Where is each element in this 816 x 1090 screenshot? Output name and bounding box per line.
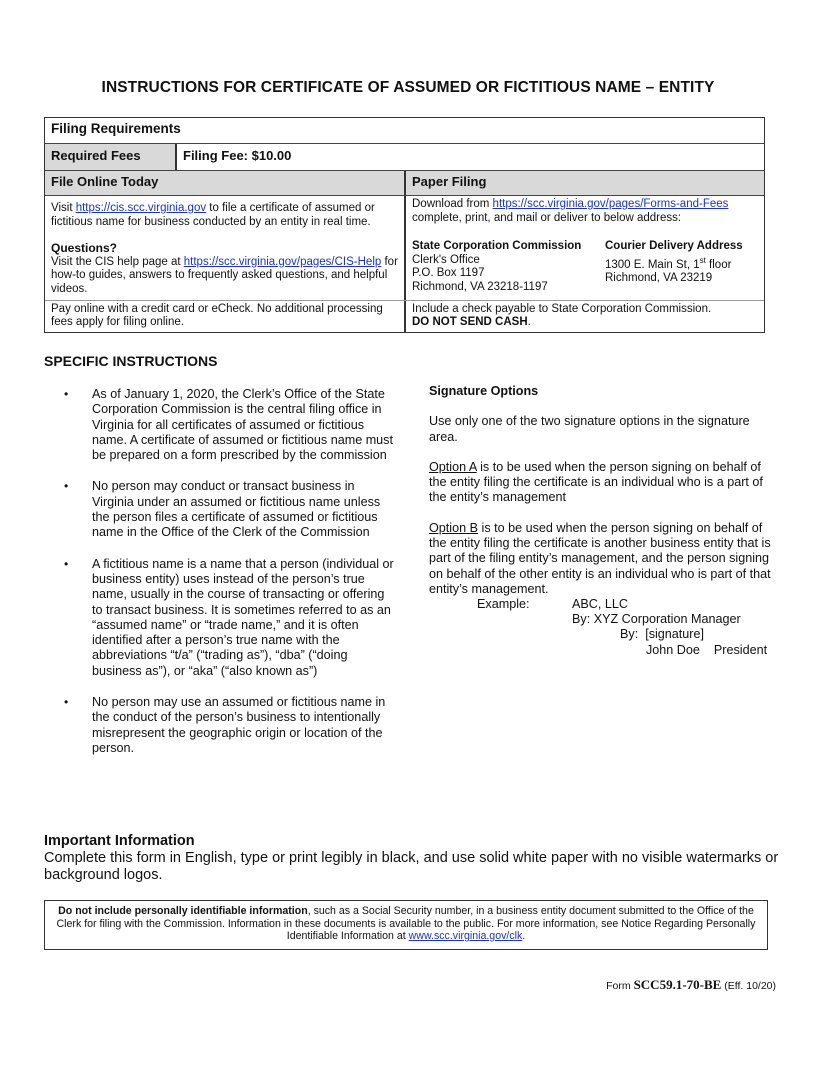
important-information-text: Complete this form in English, type or print legibly in black, and use solid white paper with no visible watermarks or background logos.: [44, 850, 779, 883]
form-number: SCC59.1-70-BE: [633, 977, 722, 992]
paper-payment-text: [406, 301, 764, 332]
courier-address-line: Richmond, VA 23219: [605, 271, 713, 284]
signature-options: [429, 384, 779, 659]
cis-help-link[interactable]: https://scc.virginia.gov/pages/CIS-Help: [183, 255, 382, 268]
file-online-details: [45, 196, 406, 300]
option-a-label: Option A: [429, 459, 477, 474]
pii-text: , such as a Social Security number, in a business entity document submitted to the Office of the Clerk for filing with the Commission. Information in these documents is available to the public. For more information, see Notice Regarding Personally Identifiable Information at: [56, 905, 756, 942]
period: .: [522, 930, 526, 942]
filing-requirements-heading: Filing Requirements: [45, 118, 764, 143]
online-visit-text: [51, 202, 398, 229]
check-payable-text: Include a check payable to State Corporation Commission.: [412, 303, 712, 315]
example-line: John Doe President: [646, 643, 768, 658]
bullet-icon: •: [64, 479, 69, 494]
pii-warning: Do not include personally identifiable information: [58, 905, 308, 917]
filing-requirements-table: [44, 117, 765, 333]
option-b-text: [429, 521, 779, 597]
help-suffix: for how-to guides, answers to frequently asked questions, and helpful videos.: [51, 255, 398, 295]
help-prefix: Visit the CIS help page at: [51, 255, 184, 268]
example-line: By: [signature]: [620, 627, 704, 642]
list-item: [64, 387, 394, 463]
forms-and-fees-link[interactable]: https://scc.virginia.gov/pages/Forms-and-Fees: [492, 198, 729, 210]
signature-example: [429, 597, 779, 659]
mailing-address-line: Richmond, VA 23218-1197: [412, 280, 548, 293]
important-information: [44, 833, 784, 884]
filing-methods-body-row: [45, 196, 764, 300]
mailing-address: [412, 240, 605, 294]
option-b-description: is to be used when the person signing on behalf of the entity filing the certificate is another business entity that is part of the filing entity’s management, and the person signing on behalf of the other entity is an individual who is part of that entity’s management.: [429, 520, 771, 596]
courier-street: 1300 E. Main St, 1: [605, 258, 700, 271]
page-title: INSTRUCTIONS FOR CERTIFICATE OF ASSUMED OR FICTITIOUS NAME – ENTITY: [101, 79, 715, 96]
mailing-address-heading: State Corporation Commission: [412, 240, 582, 252]
ordinal-suffix: st: [699, 255, 706, 265]
list-item: [64, 695, 394, 756]
signature-options-heading: Signature Options: [429, 384, 539, 398]
filing-fee-value: Filing Fee: $10.00: [183, 148, 292, 163]
effective-date: (Eff. 10/20): [721, 980, 776, 992]
example-line: ABC, LLC: [572, 597, 628, 612]
instructions-list: [64, 387, 394, 772]
list-item-text: As of January 1, 2020, the Clerk’s Office of the State Corporation Commission is the central filing office in Virginia for all certificates of assumed or fictitious name. A certificate of assumed or fictitious name must be prepared on a form prescribed by the commission: [92, 387, 393, 463]
form-prefix: Form: [606, 980, 634, 992]
courier-address-line: [605, 254, 743, 272]
cis-link[interactable]: https://cis.scc.virginia.gov: [75, 202, 207, 214]
option-a-text: [429, 460, 779, 506]
visit-prefix: Visit: [51, 202, 76, 214]
file-online-heading: File Online Today: [45, 171, 406, 195]
specific-instructions-heading: SPECIFIC INSTRUCTIONS: [44, 353, 218, 369]
filing-requirements-header-row: [45, 118, 764, 144]
filing-methods-header-row: [45, 171, 764, 196]
courier-floor: floor: [705, 258, 732, 271]
visit-suffix: to file a certificate of assumed or fictitious name for business conducted by an entity in real time.: [51, 202, 375, 228]
option-b-label: Option B: [429, 520, 479, 535]
paper-filing-heading: Paper Filing: [406, 171, 764, 195]
help-text: [51, 256, 398, 297]
courier-address: [605, 240, 743, 294]
pii-notice: [44, 900, 768, 950]
address-grid: [412, 240, 758, 294]
clerk-link[interactable]: www.scc.virginia.gov/clk: [408, 930, 523, 942]
paper-filing-details: [406, 196, 764, 300]
download-suffix: complete, print, and mail or deliver to below address:: [412, 211, 682, 224]
period: .: [527, 316, 531, 328]
bullet-icon: •: [64, 387, 69, 401]
example-label: Example:: [477, 597, 530, 612]
required-fees-row: [45, 144, 764, 171]
courier-address-heading: Courier Delivery Address: [605, 240, 743, 252]
bullet-icon: •: [64, 695, 69, 710]
mailing-address-line: P.O. Box 1197: [412, 267, 485, 279]
questions-heading: Questions?: [51, 241, 118, 255]
payment-row: [45, 300, 764, 332]
cash-warning: [412, 316, 758, 329]
list-item-text: No person may conduct or transact business in Virginia under an assumed or fictitious name unless the person files a certificate of assumed or fictitious name in the Office of the Clerk of the Commission: [92, 479, 381, 540]
important-information-heading: Important Information: [44, 833, 195, 849]
example-line: By: XYZ Corporation Manager: [572, 612, 741, 627]
option-a-description: is to be used when the person signing on behalf of the entity filing the certificate is an individual who is a part of the entity’s management: [429, 459, 763, 505]
list-item: [64, 479, 394, 540]
list-item: [64, 557, 394, 679]
download-prefix: Download from: [412, 198, 493, 210]
list-item-text: No person may use an assumed or fictitious name in the conduct of the person’s business to intentionally misrepresent the geographic origin or location of the person.: [92, 695, 386, 755]
required-fees-label: Required Fees: [45, 144, 177, 170]
online-payment-text: Pay online with a credit card or eCheck. No additional processing fees apply for filing online.: [45, 301, 406, 332]
mailing-address-line: Clerk's Office: [412, 253, 480, 266]
list-item-text: A fictitious name is a name that a person (individual or business entity) uses instead of the person’s true name, usually in the course of transacting or offering to transact business. It is sometimes referred to as an “assumed name” or “trade name,” and it is often identified after a person’s true name with the abbreviations “t/a” (“trading as”), “dba” (“doing business as”), or “aka” (“also known as”): [92, 556, 394, 678]
signature-intro: Use only one of the two signature options in the signature area.: [429, 414, 750, 444]
do-not-send-cash: DO NOT SEND CASH: [412, 316, 528, 328]
form-identifier: [606, 977, 776, 993]
download-text: [412, 198, 758, 225]
bullet-icon: •: [64, 556, 69, 571]
